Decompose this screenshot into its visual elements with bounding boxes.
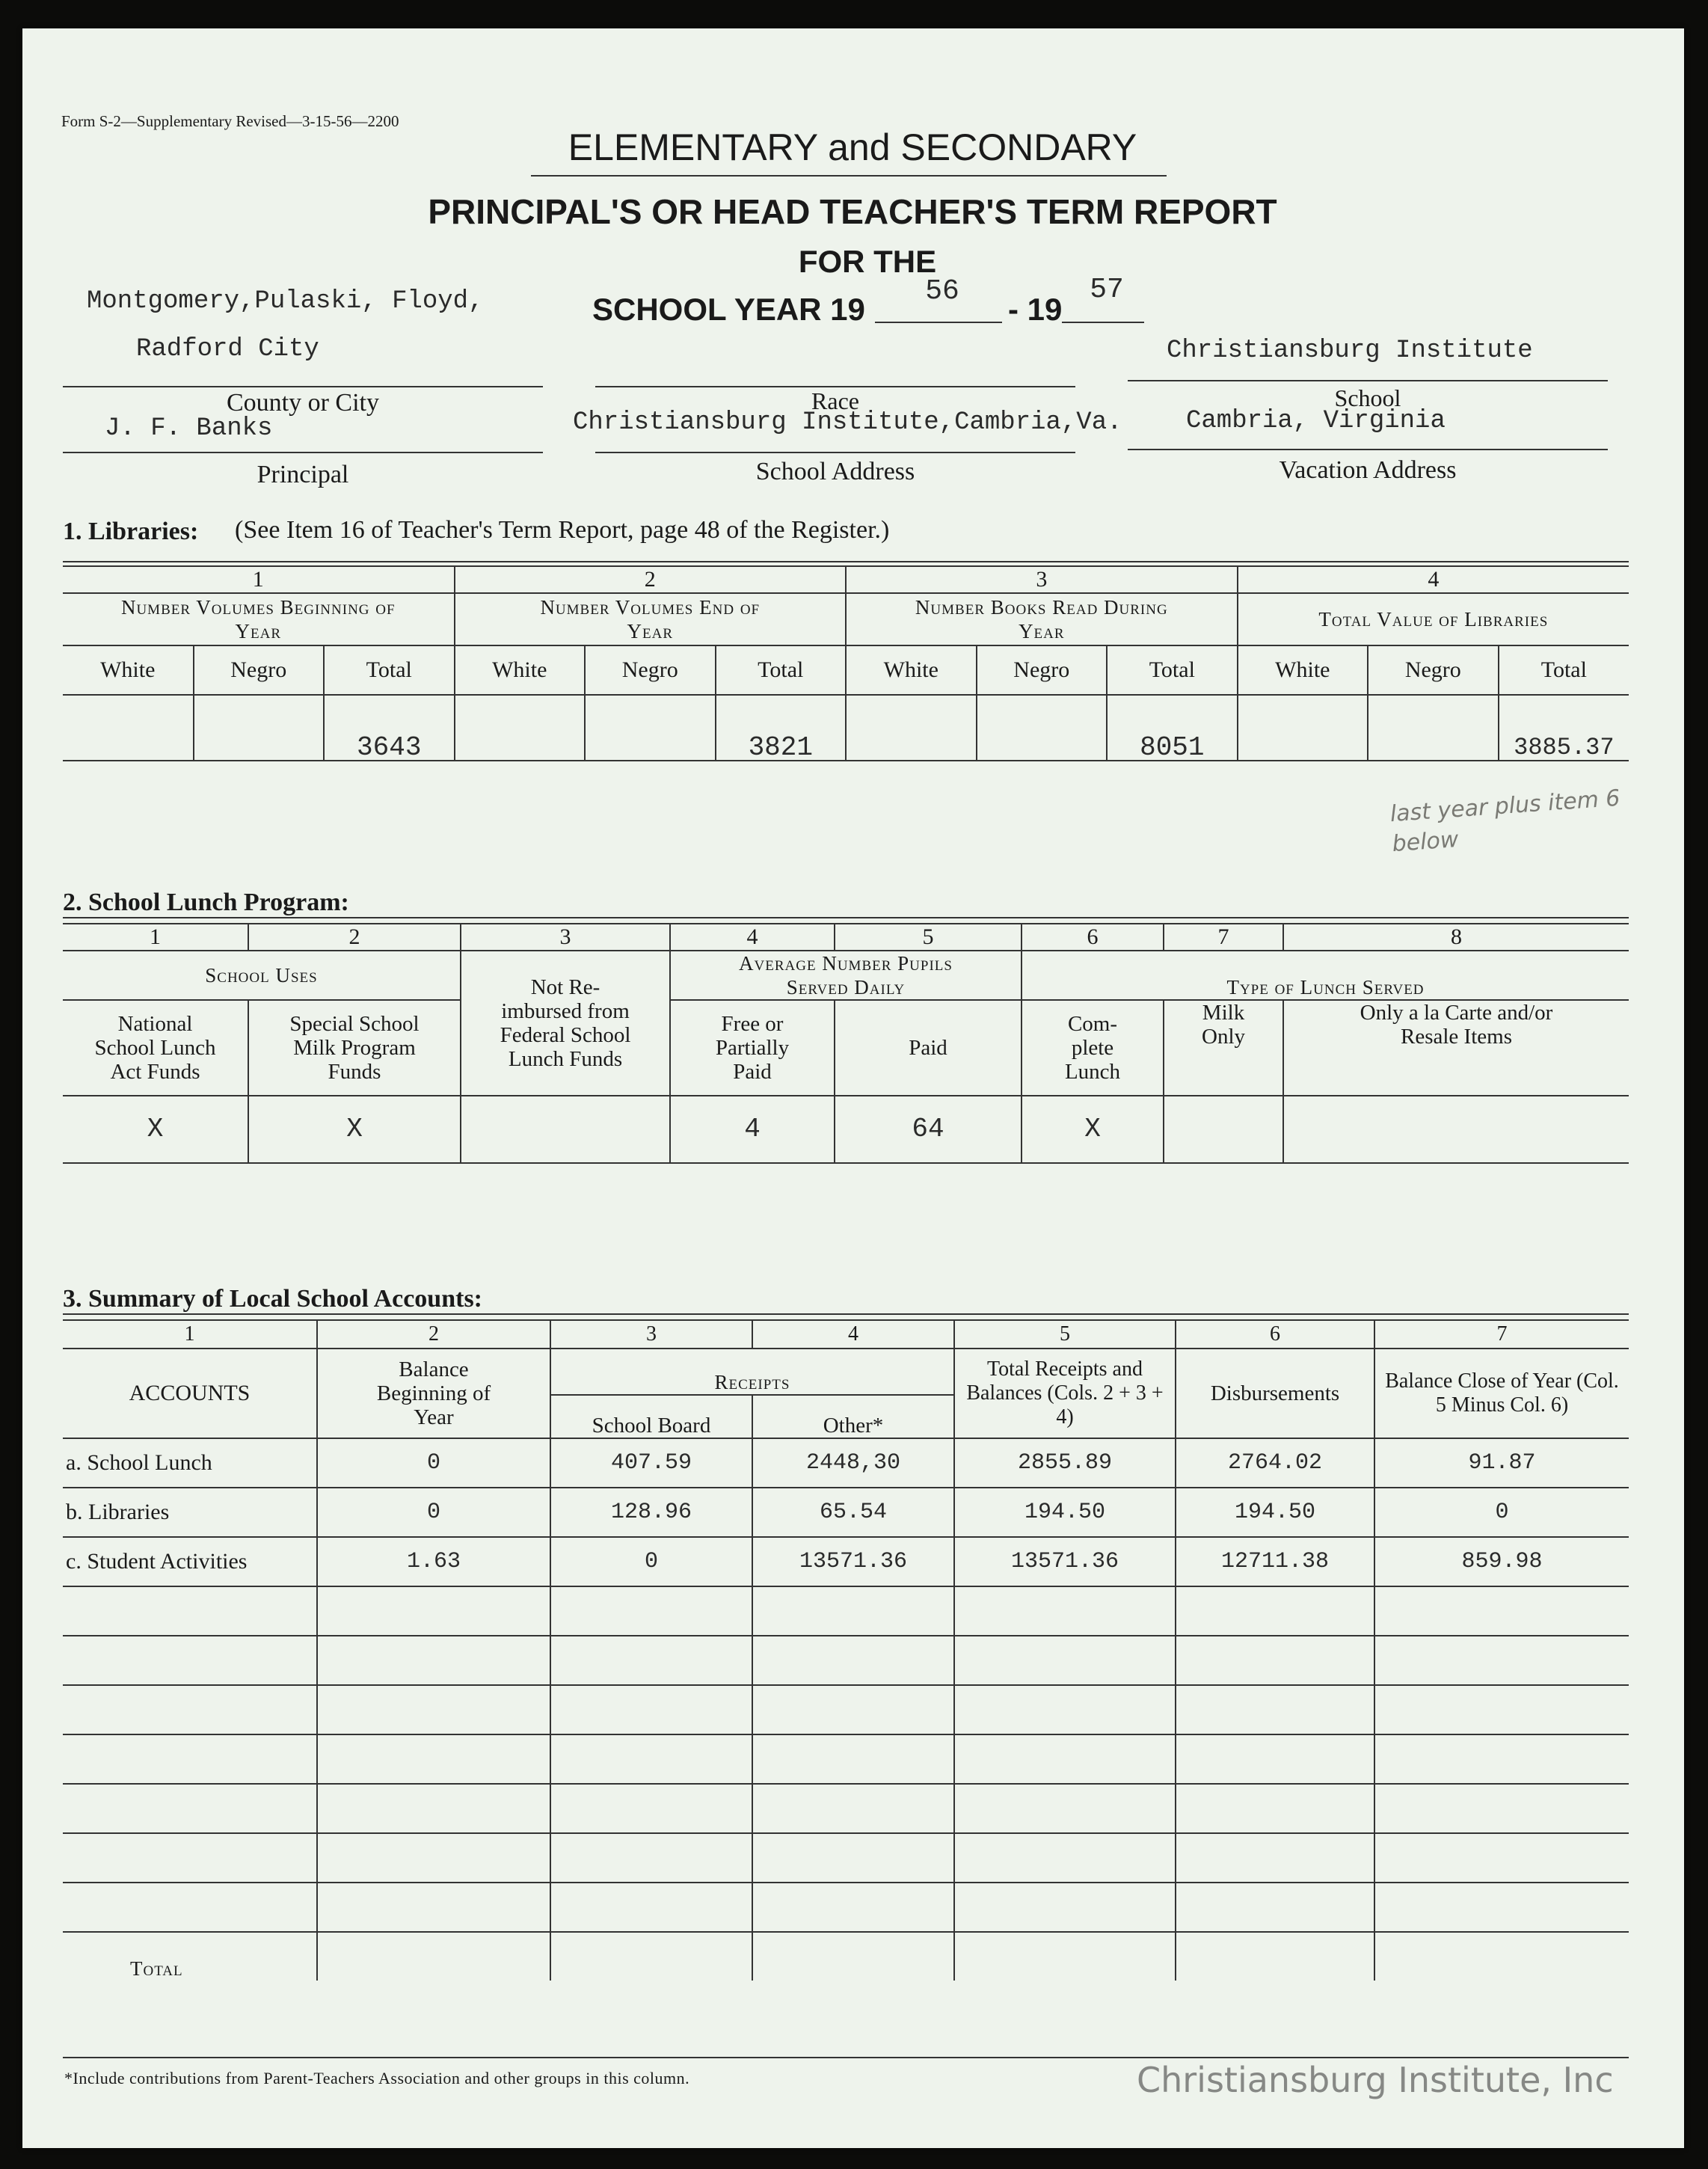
acc-value: 2764.02 — [1176, 1438, 1374, 1488]
principal-value: J. F. Banks — [105, 414, 273, 443]
footnote: *Include contributions from Parent-Teachers Association and other groups in this column. — [64, 2069, 690, 2087]
acc-value: 65.54 — [752, 1488, 954, 1537]
year-start: 56 — [925, 275, 959, 307]
lib-col-num: 2 — [455, 566, 847, 593]
acc-row-label: a. School Lunch — [63, 1438, 317, 1488]
blank-row — [63, 1586, 1629, 1636]
acc-value: 12711.38 — [1176, 1537, 1374, 1586]
lib-col-num: 4 — [1238, 566, 1629, 593]
lib-sub-header: Total — [1107, 645, 1238, 695]
acc-value: 91.87 — [1374, 1438, 1629, 1488]
school-line — [1128, 380, 1608, 381]
year-end-line — [1062, 322, 1144, 323]
lunch-value — [1283, 1096, 1629, 1163]
blank-row — [63, 1883, 1629, 1932]
lunch-value — [1164, 1096, 1283, 1163]
lunch-col-num: 2 — [248, 924, 461, 951]
blank-row — [63, 1685, 1629, 1734]
vacation-address-value: Cambria, Virginia — [1186, 407, 1446, 435]
lunch-value: 4 — [670, 1096, 835, 1163]
lunch-col8-header: Only a la Carte and/or Resale Items — [1283, 1000, 1629, 1096]
lib-value — [1238, 695, 1368, 761]
lib-sub-header: Negro — [194, 645, 325, 695]
acc-col-num: 2 — [317, 1320, 550, 1349]
header-underline — [531, 175, 1167, 177]
acc-value: 13571.36 — [954, 1537, 1176, 1586]
acc-value: 128.96 — [550, 1488, 752, 1537]
acc-col-num: 6 — [1176, 1320, 1374, 1349]
lib-value — [977, 695, 1108, 761]
acc-col1-header: ACCOUNTS — [63, 1349, 317, 1438]
acc-value: 0 — [1374, 1488, 1629, 1537]
lunch-col1-header: National School Lunch Act Funds — [63, 1000, 248, 1096]
acc-value: 194.50 — [954, 1488, 1176, 1537]
lunch-type-served: Type of Lunch Served — [1022, 951, 1629, 1000]
lib-value — [455, 695, 586, 761]
lib-sub-header: Negro — [977, 645, 1108, 695]
lib-col-title: Total Value of Libraries — [1238, 593, 1629, 645]
county-value-2: Radford City — [136, 335, 319, 363]
acc-value: 0 — [550, 1537, 752, 1586]
school-year-label: SCHOOL YEAR 19 — [592, 292, 865, 327]
lunch-table — [63, 923, 1629, 1164]
lib-sub-header: White — [455, 645, 586, 695]
acc-value: 13571.36 — [752, 1537, 954, 1586]
lunch-col4-header: Free or Partially Paid — [670, 1000, 835, 1096]
lunch-col5-header: Paid — [835, 1000, 1022, 1096]
accounts-bottom-rule — [63, 2057, 1629, 2058]
header-line1: ELEMENTARY and SECONDARY — [568, 126, 1137, 168]
lib-value — [585, 695, 716, 761]
lunch-school-uses: School Uses — [63, 951, 461, 1000]
acc-value: 2855.89 — [954, 1438, 1176, 1488]
acc-col-num: 7 — [1374, 1320, 1629, 1349]
accounts-top-rule — [63, 1313, 1629, 1315]
acc-col-num: 1 — [63, 1320, 317, 1349]
lib-sub-header: Total — [324, 645, 455, 695]
lunch-col-num: 6 — [1022, 924, 1164, 951]
principal-label: Principal — [256, 461, 349, 488]
handwritten-note: last year plus item 6 below — [1389, 785, 1621, 858]
acc-value: 1.63 — [317, 1537, 550, 1586]
acc-row-label: b. Libraries — [63, 1488, 317, 1537]
county-value-1: Montgomery,Pulaski, Floyd, — [87, 287, 484, 316]
libraries-table — [63, 565, 1629, 761]
accounts-table — [63, 1319, 1629, 1981]
year-start-line — [875, 322, 1002, 323]
lunch-value: 64 — [835, 1096, 1022, 1163]
document-page — [22, 28, 1684, 2148]
acc-value: 0 — [317, 1488, 550, 1537]
acc-col2-header: Balance Beginning of Year — [317, 1349, 550, 1438]
acc-value: 407.59 — [550, 1438, 752, 1488]
lunch-value: X — [1022, 1096, 1164, 1163]
lunch-value: X — [248, 1096, 461, 1163]
acc-receipts-header: Receipts — [550, 1349, 954, 1395]
acc-col3-header: School Board — [550, 1395, 752, 1438]
county-line — [63, 386, 543, 387]
lib-col-num: 1 — [63, 566, 455, 593]
acc-col-num: 5 — [954, 1320, 1176, 1349]
lib-sub-header: Total — [716, 645, 847, 695]
lib-value: 8051 — [1107, 695, 1238, 761]
lunch-col-num: 3 — [461, 924, 670, 951]
blank-row — [63, 1636, 1629, 1685]
lib-col-title: Number Volumes End of Year — [455, 593, 847, 645]
lunch-col-num: 1 — [63, 924, 248, 951]
race-label: Race — [811, 387, 859, 414]
accounts-title: 3. Summary of Local School Accounts: — [63, 1285, 482, 1313]
lunch-col-num: 4 — [670, 924, 835, 951]
lunch-title: 2. School Lunch Program: — [63, 889, 349, 916]
lib-value: 3821 — [716, 695, 847, 761]
lib-sub-header: Negro — [1368, 645, 1499, 695]
lib-value: 3885.37 — [1499, 695, 1629, 761]
school-address-value: Christiansburg Institute,Cambria,Va. — [573, 408, 1122, 437]
lunch-average-pupils: Average Number Pupils Served Daily — [670, 951, 1022, 1000]
school-value: Christiansburg Institute — [1167, 337, 1533, 365]
lib-sub-header: Total — [1499, 645, 1629, 695]
acc-col4-header: Other* — [752, 1395, 954, 1438]
acc-value: 2448,30 — [752, 1438, 954, 1488]
libraries-title: 1. Libraries: — [63, 518, 199, 545]
lunch-value — [461, 1096, 670, 1163]
blank-row — [63, 1734, 1629, 1784]
year-dash: - 19 — [1008, 292, 1063, 327]
lunch-col6-header: Com-plete Lunch — [1022, 1000, 1164, 1096]
libraries-note: (See Item 16 of Teacher's Term Report, page 48 of the Register.) — [235, 516, 890, 544]
year-end: 57 — [1090, 274, 1124, 306]
acc-col7-header: Balance Close of Year (Col. 5 Minus Col. 6) — [1374, 1349, 1629, 1438]
acc-row-label: c. Student Activities — [63, 1537, 317, 1586]
acc-col6-header: Disbursements — [1176, 1349, 1374, 1438]
acc-value: 194.50 — [1176, 1488, 1374, 1537]
vacation-address-line — [1128, 449, 1608, 450]
lunch-value: X — [63, 1096, 248, 1163]
lunch-col-num: 8 — [1283, 924, 1629, 951]
lib-value — [846, 695, 977, 761]
lunch-col-num: 5 — [835, 924, 1022, 951]
header-for-the: FOR THE — [798, 244, 937, 279]
acc-col-num: 4 — [752, 1320, 954, 1349]
lib-col-num: 3 — [846, 566, 1238, 593]
acc-total-label: Total — [63, 1932, 317, 1981]
lunch-col-num: 7 — [1164, 924, 1283, 951]
school-label: School — [1334, 384, 1401, 411]
header-title: PRINCIPAL'S OR HEAD TEACHER'S TERM REPORT — [428, 192, 1277, 231]
county-label: County or City — [226, 389, 380, 417]
vacation-address-label: Vacation Address — [1279, 456, 1457, 484]
blank-row — [63, 1784, 1629, 1833]
libraries-top-rule — [63, 561, 1629, 562]
lib-sub-header: White — [846, 645, 977, 695]
lib-value — [194, 695, 325, 761]
lunch-col2-header: Special School Milk Program Funds — [248, 1000, 461, 1096]
acc-value: 859.98 — [1374, 1537, 1629, 1586]
acc-col5-header: Total Receipts and Balances (Cols. 2 + 3 + 4) — [954, 1349, 1176, 1438]
lunch-col7-header: Milk Only — [1164, 1000, 1283, 1096]
acc-col-num: 3 — [550, 1320, 752, 1349]
lib-sub-header: Negro — [585, 645, 716, 695]
lib-col-title: Number Volumes Beginning of Year — [63, 593, 455, 645]
school-address-line — [595, 452, 1075, 453]
form-id: Form S-2—Supplementary Revised—3-15-56—2200 — [61, 112, 399, 130]
lib-value — [63, 695, 194, 761]
lib-col-title: Number Books Read During Year — [846, 593, 1238, 645]
watermark: Christiansburg Institute, Inc — [1137, 2060, 1614, 2100]
school-address-label: School Address — [755, 458, 915, 485]
lunch-top-rule — [63, 917, 1629, 918]
principal-line — [63, 452, 543, 453]
lib-sub-header: White — [63, 645, 194, 695]
acc-value: 0 — [317, 1438, 550, 1488]
lib-value — [1368, 695, 1499, 761]
blank-row — [63, 1833, 1629, 1883]
lunch-col3-header: Not Re-imbursed from Federal School Lunch Funds — [461, 951, 670, 1096]
lib-sub-header: White — [1238, 645, 1368, 695]
lib-value: 3643 — [324, 695, 455, 761]
